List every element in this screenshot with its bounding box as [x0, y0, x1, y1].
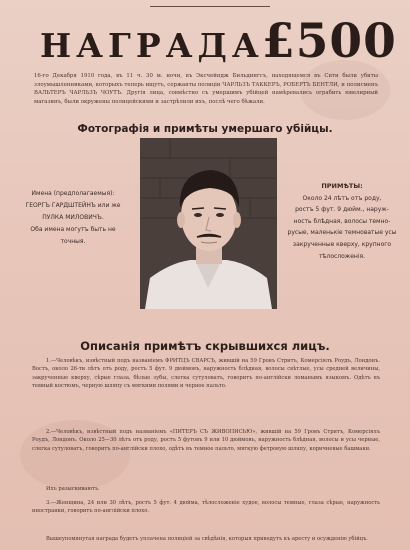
features-line: закрученные кверху, крупного: [292, 240, 392, 248]
suspect-description-1: 1.—Человѣкъ, извѣстный подъ названіемъ ФРИТЦЪ СВАРСЪ, жившій на 59 Гровъ Стритъ, Комерсіялъ Роудъ, Лондонъ. Востъ, около 26-ти лѣтъ отъ роду, ростъ 5 фут. 9 дюймовъ, наружность блѣдная, волосы свѣтлые, усы средней величины, закрученные кверху, сѣрые глаза, бѣлые зубы, слегка сутуловатъ, говоритъ по-англійски ломанымъ языкомъ. Одѣтъ въ темный костюмъ, черную шляпу съ мягкими полями и черное пальто.: [32, 358, 380, 390]
features-line: ростъ 5 фут. 9 дюйм., наруж-: [295, 206, 389, 214]
names-caption-line: точныя.: [60, 238, 86, 245]
names-caption-line: ПУЛКА МИЛОВИЧЪ.: [42, 214, 104, 221]
description-section-title: Описанія примѣтъ скрывшихся лицъ.: [80, 339, 330, 353]
intro-paragraph: 16-го Декабря 1910 года, въ 11 ч. 30 м. ночи, въ Эксчейндж Бильдингсъ, находящемся въ Сити были убиты злоумышленниками, которыхъ теперь ищутъ, сержанты полиціи ЧАРЛЬЗЪ ТАККЕРЪ, РОБЕРТЪ БЕНТЛИ, и полисменъ ВАЛЬТЕРЪ ЧАРЛЬЗЪ ЧОУТЪ. Другія лица, совмѣстно съ умершимъ убійцей намѣревались ограбить ювелирный магазинъ, были окружены полицейскими и застрѣлили ихъ, послѣ чего бѣжали.: [34, 73, 378, 105]
names-caption-line: Оба имена могутъ быть не: [30, 226, 116, 233]
features-line: тѣлосложенія.: [318, 252, 366, 260]
suspect-description-3: 3.—Женщина, 24 или 30 лѣтъ, ростъ 5 фут. 4 дюйма, тѣлосложеніе худое, волосы темные, глаза сѣрые, наружность иностранки, говоритъ по-англійски плохо.: [32, 500, 380, 515]
headline: [0, 12, 410, 68]
features-line: ность блѣдная, волосы темно-: [293, 217, 391, 225]
reward-amount: £500: [262, 14, 397, 69]
headline-title: НАГРАДА: [40, 26, 264, 65]
suspect-photo: [140, 138, 277, 309]
suspect-description-2: 2.—Человѣкъ, извѣстный подъ названіемъ «ПИТЕРЪ СЪ ЖИВОПИСЬЮ», жившій на 59 Гровъ Стритъ, Комерсіялъ Роудъ, Лондонъ. Около 25—30 лѣтъ отъ роду, ростъ 5 футовъ 9 или 10 дюймовъ, наружность блѣдная, волосы и усы черные, слегка сутуловатъ, говоритъ по-англійски плохо, одѣтъ въ темное пальто, мягкую фетровую шляпу, коричневые башмаки.: [32, 429, 380, 452]
suspect-portrait: [140, 138, 277, 309]
photo-section-title: Фотографія и примѣты умершаго убійцы.: [77, 123, 333, 135]
features-heading: ПРИМѢТЫ:: [321, 182, 363, 190]
wanted-note: Ихъ разыскиваютъ.: [46, 486, 100, 492]
names-caption-line: Имена (предполагаемыя):: [31, 190, 115, 197]
features-line: русые, маленькіе темноватые усы: [287, 229, 397, 237]
reward-terms: Вышеупомянутая награда будетъ уплачена полиціей за свѣдѣнія, которыя приведутъ къ аресту и осужденію убійцъ.: [46, 536, 368, 542]
names-caption-line: ГЕОРГЪ ГАРДШТЕЙНЪ или же: [25, 202, 121, 209]
names-caption: [12, 188, 134, 248]
features-caption: [282, 181, 402, 262]
features-line: Около 24 лѣтъ отъ роду,: [302, 194, 382, 202]
top-rule: [150, 6, 270, 7]
